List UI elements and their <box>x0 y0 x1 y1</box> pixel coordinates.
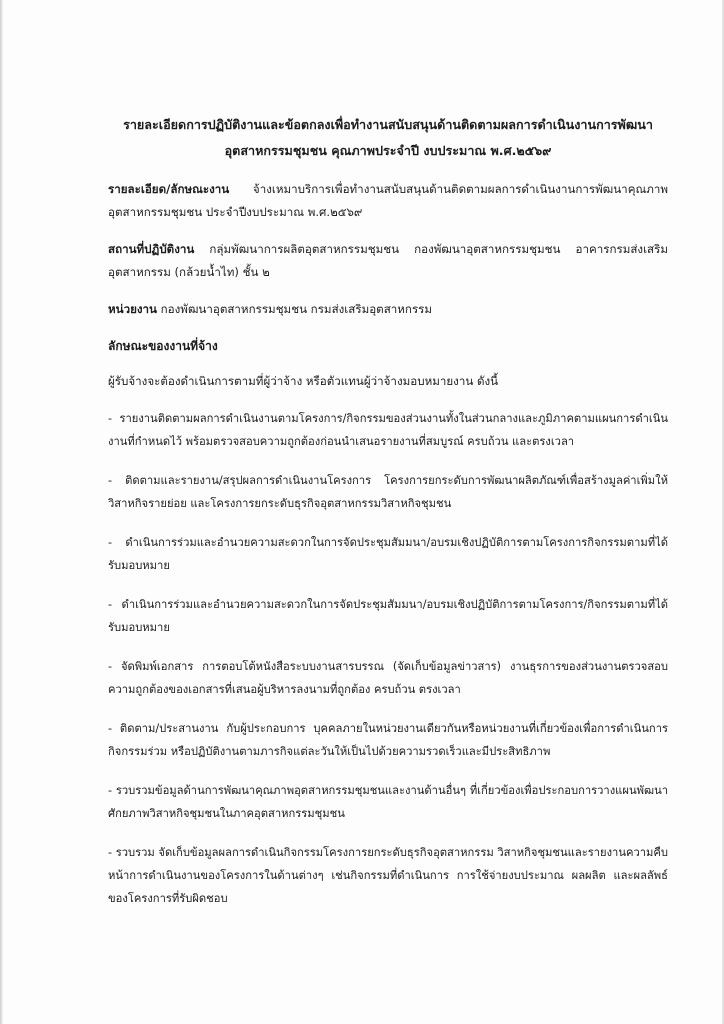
agency-label: หน่วยงาน <box>108 302 157 316</box>
document-title-line-1: รายละเอียดการปฏิบัติงานและข้อตกลงเพื่อทำงานสนับสนุนด้านติดตามผลการดำเนินงานการพัฒนา <box>123 117 653 132</box>
workplace-label: สถานที่ปฏิบัติงาน <box>108 242 195 256</box>
document-body <box>108 112 668 926</box>
scope-item: - ดำเนินการร่วมและอำนวยความสะดวกในการจัดประชุมสัมมนา/อบรมเชิงปฏิบัติการตามโครงการ/กิจกรรมตามที่ได้รับมอบหมาย <box>108 598 668 634</box>
agency-paragraph <box>108 298 668 321</box>
scope-item: - รายงานติดตามผลการดำเนินงานตามโครงการ/กิจกรรมของส่วนงานทั้งในส่วนกลางและภูมิภาคตามแผนการดำเนินงานที่กำหนดไว้ พร้อมตรวจสอบความถูกต้องก่อนนำเสนอรายงานที่สมบูรณ์ ครบถ้วน และตรงเวลา <box>108 412 668 448</box>
workplace-text: กลุ่มพัฒนาการผลิตอุตสาหกรรมชุมชน กองพัฒนาอุตสาหกรรมชุมชน อาคารกรมส่งเสริมอุตสาหกรรม (กล้วยน้ำไท) ชั้น ๒ <box>108 242 669 279</box>
scan-edge-left <box>0 0 3 1024</box>
details-label: รายละเอียด/ลักษณะงาน <box>108 182 230 196</box>
scope-item: - ติดตาม/ประสานงาน กับผู้ประกอบการ บุคคลภายในหน่วยงานเดียวกันหรือหน่วยงานที่เกี่ยวข้องเพื่อการดำเนินการกิจกรรมร่วม หรือปฏิบัติงานตามภารกิจแต่ละวันให้เป็นไปด้วยความรวดเร็วและมีประสิทธิภาพ <box>108 722 668 758</box>
scope-item: - ติดตามและรายงาน/สรุปผลการดำเนินงานโครงการ โครงการยกระดับการพัฒนาผลิตภัณฑ์เพื่อสร้างมูลค่าเพิ่มให้วิสาหกิจรายย่อย และโครงการยกระดับธุรกิจอุตสาหกรรมวิสาหกิจชุมชน <box>108 474 668 510</box>
scope-item: - ดำเนินการร่วมและอำนวยความสะดวกในการจัดประชุมสัมมนา/อบรมเชิงปฏิบัติการตามโครงการกิจกรรมตามที่ได้รับมอบหมาย <box>108 536 668 572</box>
agency-text: กองพัฒนาอุตสาหกรรมชุมชน กรมส่งเสริมอุตสาหกรรม <box>160 302 433 316</box>
scope-item: - รวบรวม จัดเก็บข้อมูลผลการดำเนินกิจกรรมโครงการยกระดับธุรกิจอุตสาหกรรม วิสาหกิจชุมชนและรายงานความคืบหน้าการดำเนินงานของโครงการในด้านต่างๆ เช่นกิจกรรมที่ดำเนินการ การใช้จ่ายงบประมาณ ผลผลิต และผลลัพธ์ของโครงการที่รับผิดชอบ <box>108 846 668 905</box>
scope-item: - รวบรวมข้อมูลด้านการพัฒนาคุณภาพอุตสาหกรรมชุมชนและงานด้านอื่นๆ ที่เกี่ยวข้องเพื่อประกอบการวางแผนพัฒนาศักยภาพวิสาหกิจชุมชนในภาคอุตสาหกรรมชุมชน <box>108 784 668 820</box>
document-title <box>108 112 668 164</box>
details-text: จ้างเหมาบริการเพื่อทำงานสนับสนุนด้านติดตามผลการดำเนินงานการพัฒนาคุณภาพอุตสาหกรรมชุมชน ประจำปีงบประมาณ พ.ศ.๒๕๖๙ <box>108 182 668 219</box>
document-title-line-2: อุตสาหกรรมชุมชน คุณภาพประจำปี งบประมาณ พ.ศ.๒๕๖๙ <box>224 143 552 158</box>
workplace-paragraph <box>108 238 668 284</box>
scope-item: - จัดพิมพ์เอกสาร การตอบโต้หนังสือระบบงานสารบรรณ (จัดเก็บข้อมูลข่าวสาร) งานธุรการของส่วนงานตรวจสอบความถูกต้องของเอกสารที่เสนอผู้บริหารลงนามที่ถูกต้อง ครบถ้วน ตรงเวลา <box>108 660 668 696</box>
details-paragraph <box>108 178 668 224</box>
scope-intro: ผู้รับจ้างจะต้องดำเนินการตามที่ผู้ว่าจ้าง หรือตัวแทนผู้ว่าจ้างมอบหมายงาน ดังนี้ <box>108 374 499 388</box>
scope-heading: ลักษณะของงานที่จ้าง <box>108 339 218 353</box>
